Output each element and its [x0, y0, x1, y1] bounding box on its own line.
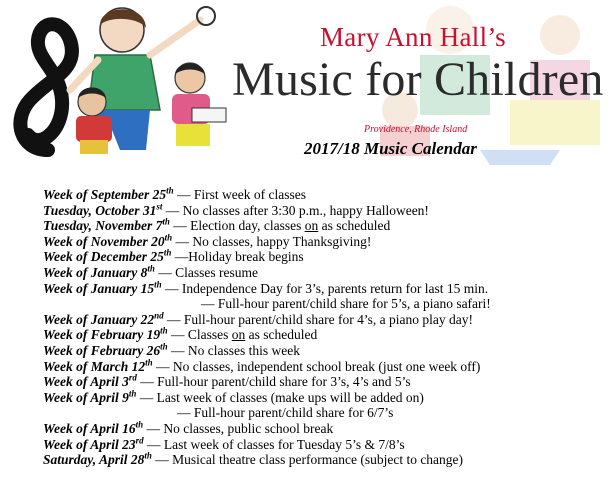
entry-date: Week of April 3: [43, 374, 129, 390]
entry-date-suffix: rd: [128, 372, 137, 383]
entry-text: — Classes resume: [154, 264, 258, 280]
entry-text: — Full-hour parent/child share for 6/7’s: [177, 405, 394, 421]
entry-date: Tuesday, October 31: [43, 202, 157, 218]
entry-text: — Full-hour parent/child share for 4’s, a piano play day!: [163, 311, 473, 327]
calendar-entry: [43, 265, 603, 281]
entry-text: — Last week of classes (make ups will be added on): [136, 389, 424, 405]
location-text: Providence, Rhode Island: [364, 124, 468, 135]
entry-date-suffix: th: [166, 185, 174, 196]
title-top-line: Mary Ann Hall’s: [320, 22, 506, 52]
entry-text: — Full-hour parent/child share for 3’s, 4’s and 5’s: [136, 374, 411, 390]
entry-date: Week of January 8: [43, 264, 148, 280]
entry-text: — No classes, independent school break (just one week off): [152, 358, 481, 374]
entry-text: — Classes: [167, 327, 232, 343]
entry-date: Saturday, April 28: [43, 452, 145, 468]
entry-date-suffix: st: [156, 201, 163, 212]
calendar-entry: [43, 327, 603, 343]
children-illustration: [0, 0, 240, 165]
entry-date-suffix: th: [160, 325, 168, 336]
treble-clef-icon: [20, 24, 72, 150]
calendar-entry: [43, 343, 603, 359]
entry-date-suffix: th: [145, 357, 153, 368]
entry-date-suffix: nd: [154, 310, 164, 321]
entry-date-suffix: th: [147, 263, 155, 274]
calendar-title: 2017/18 Music Calendar: [304, 139, 477, 158]
calendar-entry: [43, 218, 603, 234]
entry-date: Tuesday, November 7: [43, 218, 163, 234]
page-title: Music for Children: [232, 53, 604, 106]
entry-text: — No classes, public school break: [143, 420, 334, 436]
calendar-entry: [43, 359, 603, 375]
entry-text: — No classes, happy Thanksgiving!: [172, 233, 372, 249]
entry-date: Week of March 12: [43, 358, 146, 374]
entry-text: — No classes this week: [167, 342, 300, 358]
calendar-entry: [43, 234, 603, 250]
entry-date: Week of February 26: [43, 342, 161, 358]
entry-date: Week of September 25: [43, 187, 167, 202]
calendar-entry: [43, 249, 603, 265]
calendar-entry: [43, 452, 603, 468]
entry-date: Week of April 23: [43, 436, 136, 452]
entry-text-end: as scheduled: [318, 218, 391, 234]
calendar-entry: [43, 281, 603, 297]
entry-text: — Last week of classes for Tuesday 5’s & 7/8’s: [143, 436, 405, 452]
calendar-entry: [43, 437, 603, 453]
entry-date-suffix: th: [160, 341, 168, 352]
calendar-entry: [43, 374, 603, 390]
entry-date: Week of April 16: [43, 420, 136, 436]
entry-date: Week of January 22: [43, 311, 155, 327]
entry-text: — Independence Day for 3’s, parents return for last 15 min.: [161, 280, 489, 296]
calendar-list: [43, 187, 603, 468]
calendar-entry: [43, 187, 603, 203]
entry-text-underlined: on: [304, 218, 319, 234]
entry-text-end: as scheduled: [245, 327, 318, 343]
calendar-entry: [43, 312, 603, 328]
entry-text: — Musical theatre class performance (subject to change): [151, 452, 464, 468]
entry-text: — Election day, classes: [169, 218, 305, 234]
entry-date: Week of November 20: [43, 233, 165, 249]
entry-date: Week of January 15: [43, 280, 155, 296]
calendar-entry: [43, 421, 603, 437]
entry-date-suffix: th: [164, 232, 173, 243]
entry-date-suffix: rd: [135, 435, 144, 445]
entry-date-suffix: th: [163, 247, 172, 258]
header-banner: [0, 0, 612, 165]
calendar-entry-continuation: [43, 405, 603, 421]
entry-text: — No classes after 3:30 p.m., happy Halloween!: [162, 202, 429, 218]
entry-date: Week of April 9: [43, 389, 129, 405]
calendar-entry: [43, 390, 603, 406]
entry-text: —Holiday break begins: [171, 249, 304, 265]
entry-date-suffix: th: [154, 279, 162, 290]
entry-date-suffix: th: [135, 419, 144, 430]
entry-text: — Full-hour parent/child share for 5’s, a piano safari!: [201, 296, 491, 312]
entry-date-suffix: th: [128, 388, 137, 399]
entry-date-suffix: th: [144, 450, 152, 461]
entry-text-underlined: on: [231, 327, 246, 343]
calendar-entry-continuation: [43, 296, 603, 312]
calendar-entry: [43, 203, 603, 219]
entry-date: Week of December 25: [43, 249, 164, 265]
entry-date-suffix: th: [162, 216, 170, 227]
entry-date: Week of February 19: [43, 327, 161, 343]
entry-text: — First week of classes: [173, 187, 306, 202]
